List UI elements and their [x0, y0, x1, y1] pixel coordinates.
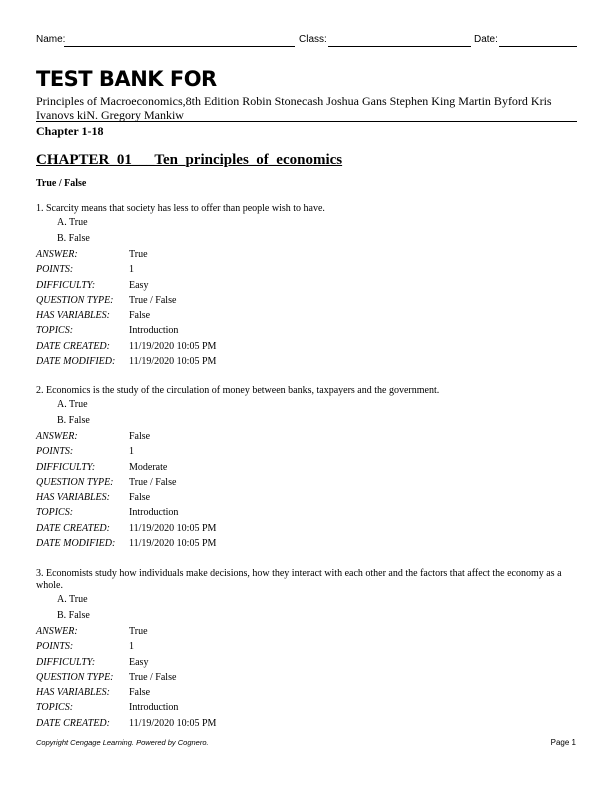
footer-copyright: Copyright Cengage Learning. Powered by Cognero.	[36, 738, 209, 747]
name-label: Name:	[36, 34, 66, 45]
chapter-range: Chapter 1-18	[36, 124, 104, 138]
option-b: B. False	[57, 233, 90, 244]
class-label: Class:	[299, 34, 327, 45]
date-modified-row: DATE MODIFIED: 11/19/2020 10:05 PM	[36, 356, 217, 368]
name-line	[64, 46, 295, 47]
date-label: Date:	[474, 34, 498, 45]
topics-row: TOPICS: Introduction	[36, 507, 179, 519]
difficulty-row: DIFFICULTY: Easy	[36, 656, 149, 668]
difficulty-row: DIFFICULTY: Easy	[36, 279, 149, 291]
question-3	[36, 568, 581, 731]
question-type-row: QUESTION TYPE: True / False	[36, 294, 177, 306]
answer-row: ANSWER: True	[36, 249, 148, 260]
date-created-row: DATE CREATED: 11/19/2020 10:05 PM	[36, 717, 217, 729]
option-b: B. False	[57, 610, 90, 621]
answer-row: ANSWER: False	[36, 431, 151, 442]
page-title: TEST BANK FOR	[36, 67, 217, 91]
date-created-row: DATE CREATED: 11/19/2020 10:05 PM	[36, 522, 217, 534]
question-text: 1. Scarcity means that society has less to offer than people wish to have.	[36, 203, 325, 214]
date-created-row: DATE CREATED: 11/19/2020 10:05 PM	[36, 340, 217, 352]
section-label: True / False	[36, 178, 87, 189]
topics-row: TOPICS: Introduction	[36, 325, 179, 337]
page-number: Page 1	[550, 738, 576, 747]
question-type-row: QUESTION TYPE: True / False	[36, 671, 177, 683]
points-row: POINTS: 1	[36, 264, 134, 276]
points-row: POINTS: 1	[36, 641, 134, 653]
question-2	[36, 385, 581, 551]
option-a: A. True	[57, 594, 88, 605]
option-a: A. True	[57, 399, 88, 410]
title-divider	[36, 121, 577, 122]
question-type-row: QUESTION TYPE: True / False	[36, 476, 177, 488]
option-a: A. True	[57, 217, 88, 228]
book-subtitle: Principles of Macroeconomics,8th Edition Robin Stonecash Joshua Gans Stephen King Martin Byford Kris Ivanovs kiN. Gregory Mankiw	[36, 94, 552, 122]
topics-row: TOPICS: Introduction	[36, 702, 179, 714]
has-variables-row: HAS VARIABLES: False	[36, 492, 151, 504]
chapter-title: CHAPTER_01___Ten_principles_of_economics	[36, 152, 343, 168]
question-1	[36, 203, 581, 369]
answer-row: ANSWER: True	[36, 626, 148, 637]
header-fields	[36, 34, 577, 48]
option-b: B. False	[57, 415, 90, 426]
has-variables-row: HAS VARIABLES: False	[36, 687, 151, 699]
has-variables-row: HAS VARIABLES: False	[36, 310, 151, 322]
class-line	[328, 46, 471, 47]
date-modified-row: DATE MODIFIED: 11/19/2020 10:05 PM	[36, 538, 217, 550]
question-text: 3. Economists study how individuals make decisions, how they interact with each other and the factors that affect the economy as a whole.	[36, 568, 562, 591]
points-row: POINTS: 1	[36, 446, 134, 458]
date-line	[499, 46, 577, 47]
difficulty-row: DIFFICULTY: Moderate	[36, 461, 168, 473]
question-text: 2. Economics is the study of the circulation of money between banks, taxpayers and the government.	[36, 385, 440, 396]
